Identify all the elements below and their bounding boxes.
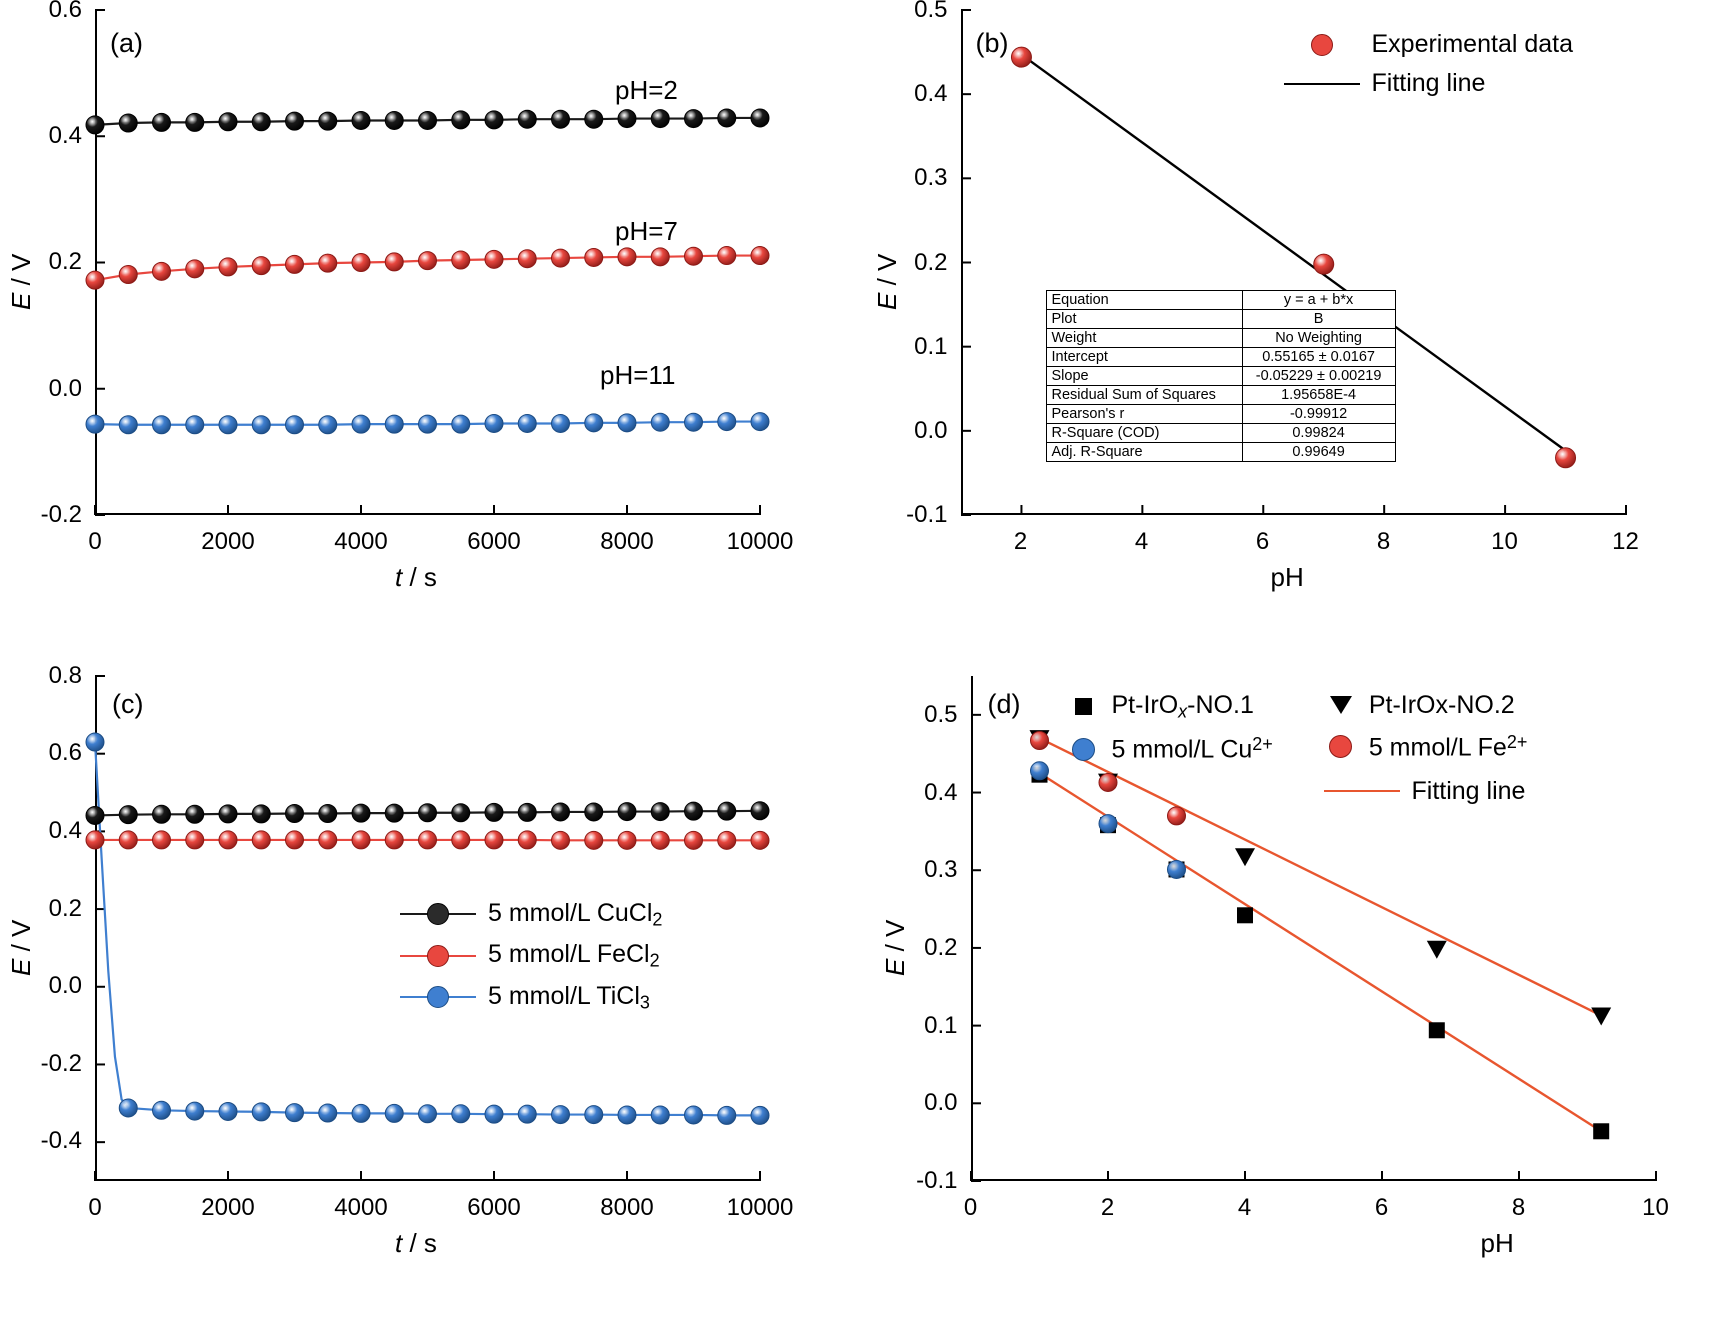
stats-label: Adj. R-Square (1046, 443, 1242, 462)
panel-a-ytick-2: 0.2 (48, 248, 82, 275)
panel-a-xtick-4: 8000 (600, 528, 654, 555)
panel-c-xtick-5: 10000 (726, 1193, 794, 1221)
panel-c-xtick-2: 4000 (334, 1193, 388, 1221)
panel-d (866, 671, 1731, 1341)
legend-key-square-marker (1056, 698, 1112, 715)
stats-row (1046, 291, 1395, 310)
stats-value: 0.99649 (1242, 443, 1395, 462)
legend-item-fitting-line-d (1324, 777, 1528, 806)
legend-label-fitting-line: Fitting line (1371, 69, 1486, 97)
legend-label-cucl2: 5 mmol/L CuCl$_2$ (488, 898, 663, 929)
panel-d-xtick-2: 4 (1237, 1193, 1252, 1221)
panel-d-xtick-0: 0 (963, 1193, 978, 1221)
panel-b-ytick-3: 0.2 (914, 249, 948, 276)
panel-a-ytick-1: 0.4 (48, 122, 82, 149)
panel-b-label: (b) (975, 28, 1009, 58)
stats-row (1046, 310, 1395, 329)
panel-a-ytick-3: 0.0 (48, 375, 82, 402)
panel-b-xlabel: pH (1270, 562, 1304, 592)
panel-c-ytick-2: 0.4 (48, 816, 82, 844)
panel-a-annot-ph2: pH=2 (615, 75, 678, 105)
legend-label-ptirox-no1: Pt-IrO$_x$-NO.1 (1111, 690, 1254, 721)
panel-d-ytick-3: 0.2 (924, 933, 958, 961)
panel-d-xtick-4: 8 (1511, 1193, 1526, 1221)
legend-item-fe2plus (1313, 732, 1528, 763)
panel-b-ytick-2: 0.3 (914, 164, 948, 191)
panel-b-stats-table (1046, 290, 1396, 462)
panel-d-legend (1056, 691, 1528, 806)
legend-label-cu2plus: 5 mmol/L $Cu^{2+}$ (1111, 734, 1273, 764)
stats-value: 0.55165 ± 0.0167 (1242, 348, 1395, 367)
panel-d-ytick-6: -0.1 (916, 1166, 958, 1194)
panel-c-ytick-4: 0.0 (48, 971, 82, 999)
legend-key-triangle-marker (1313, 696, 1369, 714)
panel-d-ytick-2: 0.3 (924, 855, 958, 883)
panel-a-xtick-0: 0 (88, 528, 102, 555)
panel-c-ytick-6: -0.4 (40, 1126, 82, 1154)
panel-d-ytick-1: 0.4 (924, 778, 958, 806)
stats-label: Weight (1046, 329, 1242, 348)
panel-b (866, 0, 1731, 671)
legend-label-ptirox-no2: Pt-IrOx-NO.2 (1368, 690, 1515, 719)
panel-c-xlabel: t / s (395, 1227, 437, 1258)
legend-label-experimental-data: Experimental data (1371, 30, 1574, 58)
legend-label-fe2plus: 5 mmol/L $Fe^{2+}$ (1368, 731, 1528, 762)
stats-label: Plot (1046, 310, 1242, 329)
panel-b-xtick-0: 2 (1013, 528, 1028, 555)
legend-item-ptirox-no1 (1056, 691, 1273, 723)
panel-a (0, 0, 866, 671)
legend-label-fecl2: 5 mmol/L FeCl$_2$ (488, 940, 660, 971)
legend-key-fitting-line-d (1324, 790, 1400, 793)
legend-label-fitting-line-d: Fitting line (1411, 776, 1526, 805)
legend-item-cu2plus (1056, 734, 1273, 765)
panel-b-xtick-1: 4 (1134, 528, 1149, 555)
panel-b-xtick-5: 12 (1612, 528, 1639, 555)
panel-c-label: (c) (112, 688, 144, 719)
panel-a-ytick-4: -0.2 (40, 501, 82, 528)
panel-a-xtick-2: 4000 (334, 528, 388, 555)
panel-a-ylabel: E / V (6, 253, 36, 310)
stats-value: 0.99824 (1242, 424, 1395, 443)
legend-key-fecl2 (400, 945, 476, 967)
legend-key-experimental-data (1284, 34, 1360, 56)
stats-label: Slope (1046, 367, 1242, 386)
legend-key-fitting-line (1284, 73, 1360, 95)
legend-item-experimental-data (1284, 30, 1574, 59)
legend-item-fecl2 (400, 940, 662, 972)
panel-a-annot-ph11: pH=11 (600, 360, 676, 390)
stats-value: B (1242, 310, 1395, 329)
stats-value: -0.99912 (1242, 405, 1395, 424)
stats-row (1046, 443, 1395, 462)
stats-row (1046, 405, 1395, 424)
panel-d-xlabel: pH (1480, 1227, 1514, 1258)
stats-row (1046, 329, 1395, 348)
legend-label-ticl3: 5 mmol/L TiCl$_3$ (488, 981, 650, 1012)
panel-c-ytick-0: 0.8 (48, 661, 82, 689)
stats-label: Equation (1046, 291, 1242, 310)
panel-c-legend (400, 899, 662, 1024)
stats-row (1046, 367, 1395, 386)
panel-d-label: (d) (987, 688, 1021, 719)
stats-label: Residual Sum of Squares (1046, 386, 1242, 405)
panel-c-ytick-1: 0.6 (48, 738, 82, 766)
panel-b-ytick-1: 0.4 (914, 80, 948, 107)
panel-d-xtick-5: 10 (1642, 1193, 1669, 1221)
stats-label: Intercept (1046, 348, 1242, 367)
panel-c-xtick-1: 2000 (201, 1193, 255, 1221)
legend-key-cucl2 (400, 903, 476, 925)
legend-key-ticl3 (400, 986, 476, 1008)
panel-c-ylabel: E / V (6, 919, 36, 976)
panel-b-xtick-2: 6 (1255, 528, 1270, 555)
panel-d-ytick-4: 0.1 (924, 1011, 958, 1039)
panel-b-ylabel: E / V (871, 253, 902, 310)
stats-value: No Weighting (1242, 329, 1395, 348)
panel-a-ytick-0: 0.6 (48, 0, 82, 23)
stats-value: 1.95658E-4 (1242, 386, 1395, 405)
panel-a-xtick-3: 6000 (467, 528, 521, 555)
panel-a-annot-ph7: pH=7 (615, 216, 678, 246)
panel-c-xtick-3: 6000 (467, 1193, 521, 1221)
stats-value: y = a + b*x (1242, 291, 1395, 310)
legend-key-blue-circle (1056, 738, 1112, 761)
legend-item-ticl3 (400, 982, 662, 1014)
legend-item-fitting-line (1284, 69, 1574, 98)
stats-label: R-Square (COD) (1046, 424, 1242, 443)
panel-d-xtick-1: 2 (1100, 1193, 1115, 1221)
stats-row (1046, 348, 1395, 367)
panel-b-ytick-4: 0.1 (914, 333, 948, 360)
panel-a-xtick-5: 10000 (726, 528, 794, 555)
panel-d-ytick-5: 0.0 (924, 1088, 958, 1116)
panel-a-label: (a) (110, 28, 143, 58)
stats-value: -0.05229 ± 0.00219 (1242, 367, 1395, 386)
panel-a-xtick-1: 2000 (201, 528, 255, 555)
panel-d-ylabel: E / V (879, 919, 910, 976)
panel-b-ytick-6: -0.1 (906, 501, 948, 528)
panel-b-ytick-5: 0.0 (914, 417, 948, 444)
panel-d-xtick-3: 6 (1374, 1193, 1389, 1221)
stats-row (1046, 386, 1395, 405)
panel-c-xtick-4: 8000 (600, 1193, 654, 1221)
panel-c-xtick-0: 0 (88, 1193, 102, 1221)
stats-row (1046, 424, 1395, 443)
panel-a-xlabel: t / s (395, 562, 437, 592)
panel-c-ytick-5: -0.2 (40, 1049, 82, 1077)
panel-c-ytick-3: 0.2 (48, 894, 82, 922)
panel-d-ytick-0: 0.5 (924, 700, 958, 728)
legend-key-red-circle (1313, 735, 1369, 758)
legend-item-ptirox-no2 (1313, 691, 1528, 720)
panel-b-ytick-0: 0.5 (914, 0, 948, 23)
panel-b-legend (1284, 30, 1574, 108)
legend-item-cucl2 (400, 899, 662, 931)
panel-b-xtick-4: 10 (1491, 528, 1518, 555)
panel-b-xtick-3: 8 (1376, 528, 1391, 555)
panel-c (0, 661, 866, 1341)
stats-label: Pearson's r (1046, 405, 1242, 424)
